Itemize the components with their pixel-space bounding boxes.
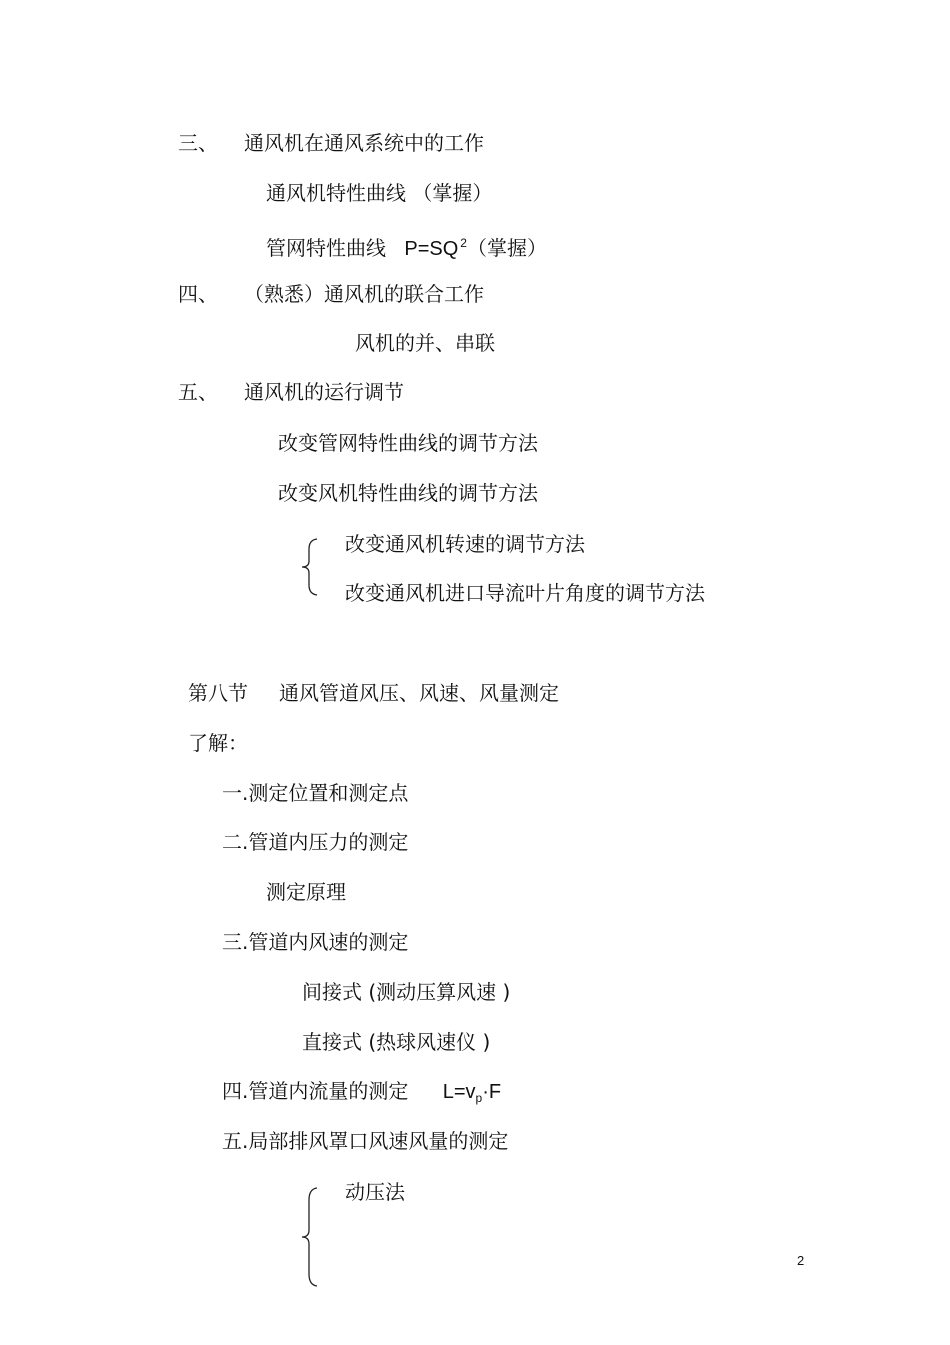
point-2-sub: 测定原理 <box>266 880 346 904</box>
section5-num: 五、 <box>178 380 218 404</box>
point-3: 三.管道内风速的测定 <box>222 930 409 954</box>
point-3-sub-direct: 直接式 (热球风速仪 ) <box>302 1030 491 1054</box>
formula-subscript: p <box>475 1091 483 1105</box>
point-2: 二.管道内压力的测定 <box>222 830 409 854</box>
point-4-text: 四.管道内流量的测定 <box>222 1079 409 1103</box>
point-5: 五.局部排风罩口风速风量的测定 <box>222 1129 509 1153</box>
understand-label: 了解： <box>188 731 248 755</box>
point-3-sub-indirect: 间接式 (测动压算风速 ) <box>302 980 511 1004</box>
section4-num: 四、 <box>178 282 218 306</box>
section3-num: 三、 <box>178 131 218 155</box>
section5-item-fan-adjust: 改变风机特性曲线的调节方法 <box>278 481 538 505</box>
brace-item-dynamic-pressure: 动压法 <box>345 1180 405 1204</box>
section4-item-parallel-series: 风机的并、串联 <box>355 331 495 355</box>
page-number: 2 <box>797 1253 805 1268</box>
section5-item-network-adjust: 改变管网特性曲线的调节方法 <box>278 431 538 455</box>
brace-item-guide-vane: 改变通风机进口导流叶片角度的调节方法 <box>345 581 705 605</box>
network-curve-formula: P=SQ $^2$ <box>404 236 467 260</box>
section5-title: 通风机的运行调节 <box>244 380 404 404</box>
section3-item-fan-curve: 通风机特性曲线 （掌握） <box>266 181 493 205</box>
curly-brace-icon <box>297 537 327 597</box>
formula-exponent: 2 <box>460 236 467 250</box>
point-4-formula: $L=v_p\cdot F$ <box>442 1081 502 1105</box>
brace-item-speed: 改变通风机转速的调节方法 <box>345 532 585 556</box>
chapter-heading-title: 通风管道风压、风速、风量测定 <box>279 681 559 705</box>
section3-item-network-curve <box>266 231 547 261</box>
chapter-heading-num: 第八节 <box>188 681 248 705</box>
section4-title: （熟悉）通风机的联合工作 <box>244 282 484 306</box>
point-1: 一.测定位置和测定点 <box>222 781 409 805</box>
network-curve-suffix: （掌握） <box>466 236 547 260</box>
point-4 <box>222 1079 501 1110</box>
curly-brace-icon <box>297 1186 327 1288</box>
section3-title: 通风机在通风系统中的工作 <box>244 131 484 155</box>
network-curve-text: 管网特性曲线 <box>266 236 386 260</box>
